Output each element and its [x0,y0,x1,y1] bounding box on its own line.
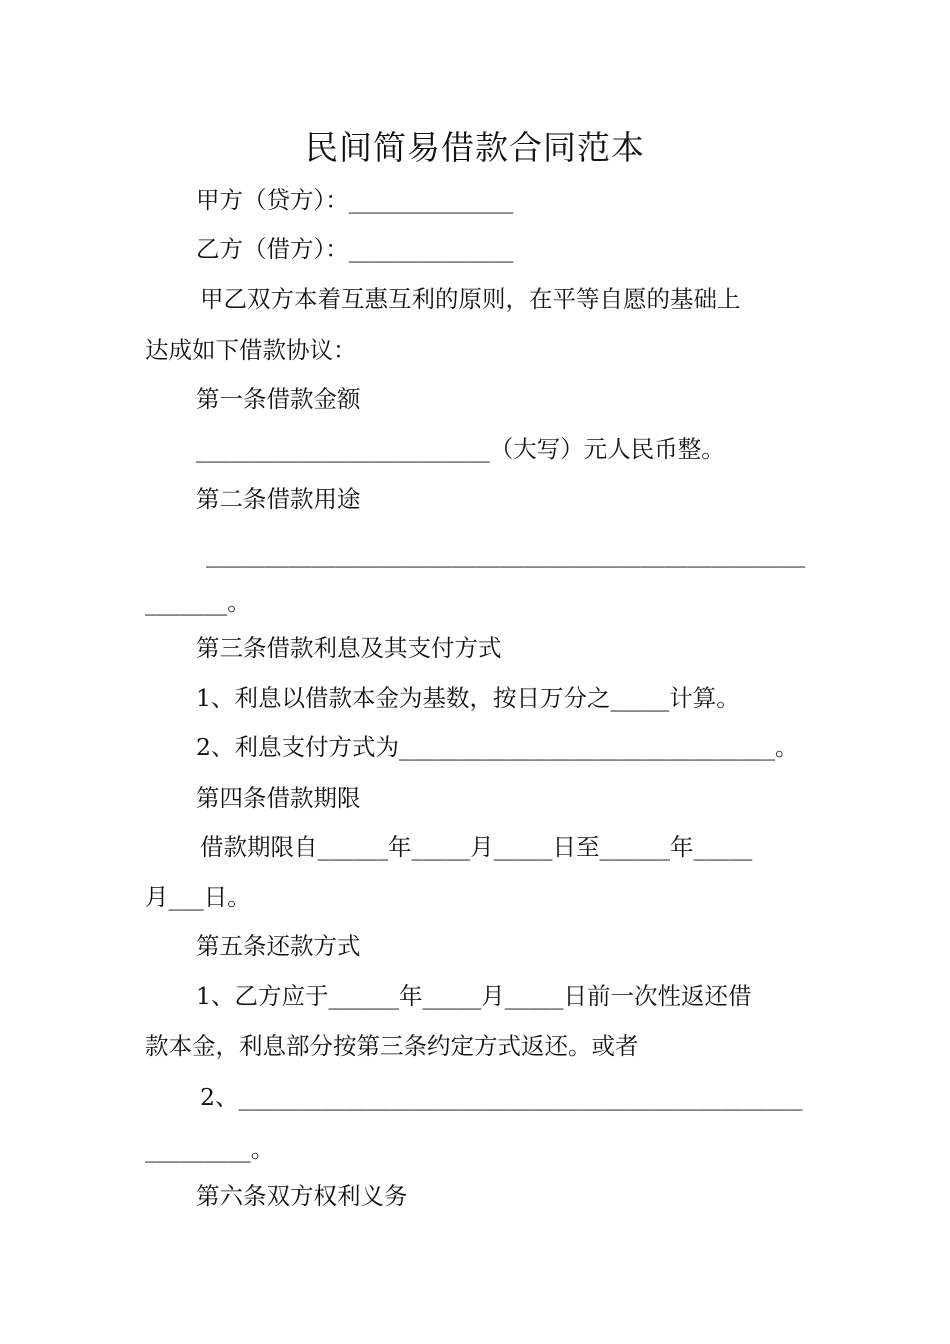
article-4-term-line-2: 月___日。 [145,883,251,911]
article-2-purpose-line-1: ___________________________________________________ [206,540,806,568]
preamble-line-1: 甲乙双方本着互惠互利的原则，在平等自愿的基础上 [200,285,741,313]
article-3-item-2: 2、利息支付方式为________________________________。 [196,733,799,761]
article-5-heading: 第五条还款方式 [196,932,361,960]
article-3-item-1: 1、利息以借款本金为基数，按日万分之_____计算。 [196,684,740,712]
borrower-party-line: 乙方（借方）：______________ [196,235,514,263]
article-4-heading: 第四条借款期限 [196,784,361,812]
article-4-term-line-1: 借款期限自______年_____月_____日至______年_____ [200,833,753,861]
article-2-heading: 第二条借款用途 [196,485,361,513]
article-1-amount-line: _________________________（大写）元人民币整。 [196,435,725,463]
article-3-heading: 第三条借款利息及其支付方式 [196,634,502,662]
article-1-heading: 第一条借款金额 [196,385,361,413]
article-5-item-2-line-2: _________。 [145,1135,275,1163]
article-2-purpose-line-2: _______。 [145,588,251,616]
lender-party-line: 甲方（贷方）：______________ [196,186,514,214]
article-5-item-1-line-2: 款本金，利息部分按第三条约定方式返还。或者 [145,1032,639,1060]
page-title: 民间简易借款合同范本 [305,128,645,167]
article-6-heading: 第六条双方权利义务 [196,1182,408,1210]
article-5-item-1-line-1: 1、乙方应于______年_____月_____日前一次性返还借 [196,982,752,1010]
preamble-line-2: 达成如下借款协议： [145,336,357,364]
article-5-item-2-line-1: 2、________________________________________________ [200,1083,803,1111]
